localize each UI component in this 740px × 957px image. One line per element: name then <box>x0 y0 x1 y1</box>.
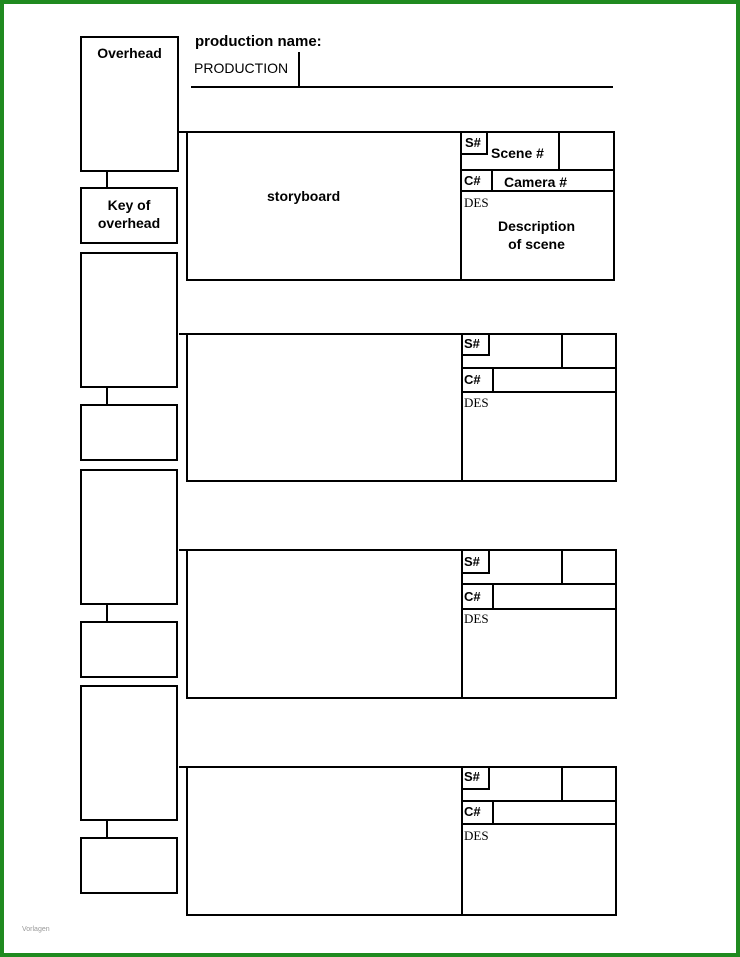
overhead-box-1 <box>80 36 179 172</box>
key-label-line2: overhead <box>97 215 161 231</box>
key-box-2 <box>80 404 178 461</box>
frame2-row1-line <box>461 367 617 369</box>
frame4-camera-split <box>492 800 494 825</box>
frame4-scene-tag: S# <box>464 769 480 784</box>
frame3-row2-line <box>461 608 617 610</box>
frame1-scene-label: Scene # <box>491 145 544 161</box>
frame3-camera-split <box>492 583 494 610</box>
production-name-label: production name: <box>195 33 322 50</box>
frame1-scene-split <box>558 131 560 171</box>
frame1-camera-tag: C# <box>464 173 481 188</box>
frame3-camera-tag: C# <box>464 589 481 604</box>
key-box-4 <box>80 837 178 894</box>
frame1-description-line2: of scene <box>508 236 565 252</box>
connector-2 <box>106 388 108 404</box>
frame1-camera-label: Camera # <box>504 174 568 190</box>
frame4-panel <box>186 766 617 916</box>
watermark-text: Vorlagen <box>22 926 50 933</box>
frame3-scene-tag-under <box>461 572 489 574</box>
frame1-row1-line <box>460 169 615 171</box>
frame3-scene-tag: S# <box>464 554 480 569</box>
production-divider <box>298 52 300 88</box>
overhead-box-2 <box>80 252 178 388</box>
frame2-camera-split <box>492 367 494 393</box>
frame1-row2-line <box>460 190 615 192</box>
frame4-camera-tag: C# <box>464 804 481 819</box>
overhead-box-3 <box>80 469 178 605</box>
frame1-camera-split <box>491 169 493 192</box>
frame4-scene-split <box>561 766 563 802</box>
frame2-des-tag: DES <box>464 395 489 410</box>
frame3-scene-split <box>561 549 563 585</box>
frame1-panel <box>186 131 615 281</box>
frame1-description-line1: Description <box>497 218 575 234</box>
frame4-row1-line <box>461 800 617 802</box>
frame2-scene-tag: S# <box>464 336 480 351</box>
key-box-1 <box>80 187 178 244</box>
connector-1 <box>106 172 108 188</box>
frame2-scene-tag-split <box>488 333 490 356</box>
frame2-scene-split <box>561 333 563 369</box>
key-box-3 <box>80 621 178 678</box>
frame4-row2-line <box>461 823 617 825</box>
connector-4 <box>106 821 108 837</box>
production-value: PRODUCTION <box>194 60 289 76</box>
frame2-panel <box>186 333 617 482</box>
storyboard-label: storyboard <box>267 188 341 204</box>
frame3-row1-line <box>461 583 617 585</box>
production-underline <box>191 86 613 88</box>
overhead-label: Overhead <box>97 45 162 61</box>
frame1-des-tag: DES <box>464 195 489 210</box>
frame2-camera-tag: C# <box>464 372 481 387</box>
frame4-des-tag: DES <box>464 828 489 843</box>
frame1-scene-tag: S# <box>465 135 481 150</box>
frame4-scene-tag-split <box>488 766 490 790</box>
frame4-scene-tag-under <box>461 788 489 790</box>
frame2-scene-tag-under <box>461 354 489 356</box>
frame3-scene-tag-split <box>488 549 490 574</box>
frame3-des-tag: DES <box>464 611 489 626</box>
connector-3 <box>106 605 108 621</box>
overhead-box-4 <box>80 685 178 821</box>
key-label-line1: Key of <box>107 197 151 213</box>
frame3-panel <box>186 549 617 699</box>
frame2-row2-line <box>461 391 617 393</box>
